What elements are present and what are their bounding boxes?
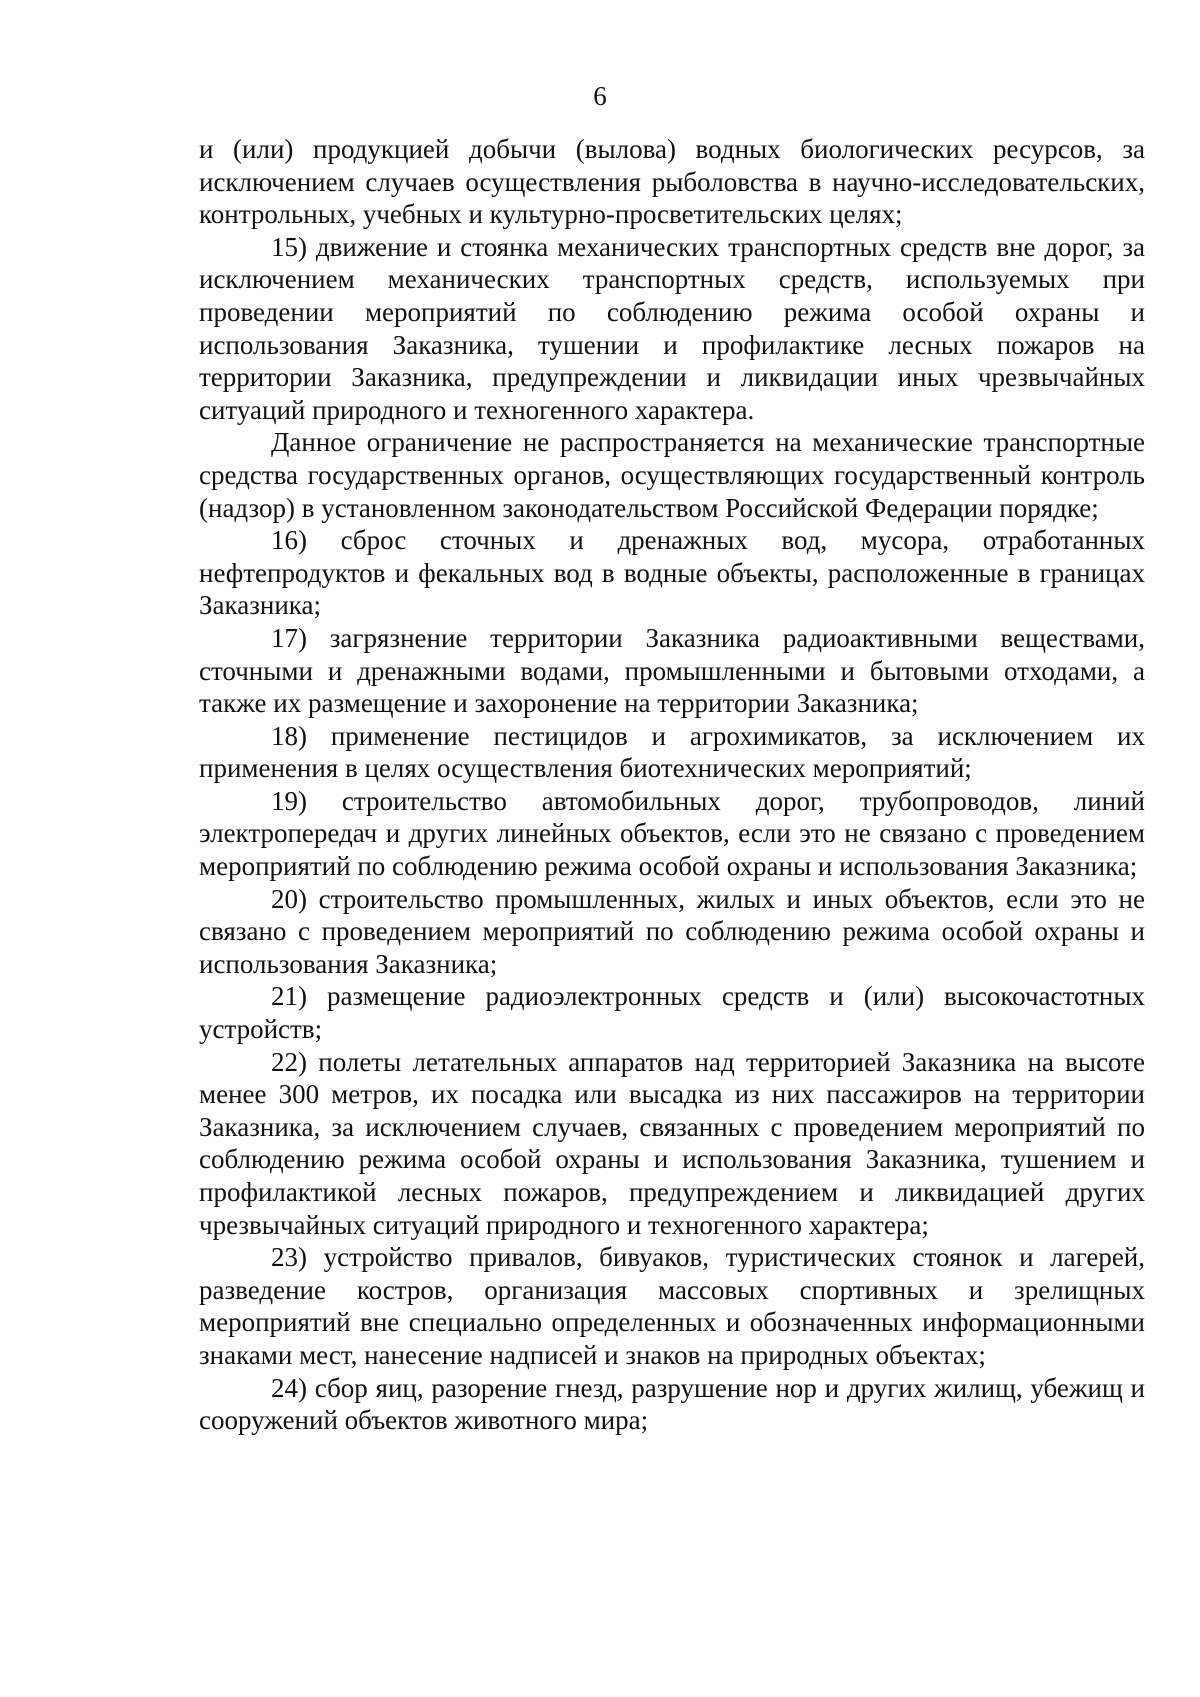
paragraph-item-21: 21) размещение радиоэлектронных средств и (или) высокочастотных устройств; — [199, 981, 1145, 1045]
paragraph-item-17: 17) загрязнение территории Заказника радиоактивными веществами, сточными и дренажными водами, промышленными и бытовыми отходами, а также их размещение и захоронение на территории Заказника; — [199, 622, 1145, 719]
paragraph-item-15: 15) движение и стоянка механических транспортных средств вне дорог, за исключением механических транспортных средств, используемых при проведении мероприятий по соблюдению режима особой охраны и использования Заказника, тушении и профилактике лесных пожаров на территории Заказника, предупреждении и ликвидации иных чрезвычайных ситуаций природного и техногенного характера. — [199, 231, 1145, 425]
paragraph-item-16: 16) сброс сточных и дренажных вод, мусора, отработанных нефтепродуктов и фекальных вод в водные объекты, расположенные в границах Заказника; — [199, 525, 1145, 621]
paragraph-item-15-note: Данное ограничение не распространяется на механические транспортные средства государственных органов, осуществляющих государственный контроль (надзор) в установленном законодательством Российской Федерации порядке; — [199, 427, 1145, 523]
paragraph-item-20: 20) строительство промышленных, жилых и иных объектов, если это не связано с проведением мероприятий по соблюдению режима особой охраны и использования Заказника; — [199, 883, 1145, 979]
paragraph-item-23: 23) устройство привалов, бивуаков, туристических стоянок и лагерей, разведение костров, организация массовых спортивных и зрелищных мероприятий вне специально определенных и обозначенных информационными знаками мест, нанесение надписей и знаков на природных объектах; — [199, 1242, 1145, 1370]
paragraph-item-22: 22) полеты летательных аппаратов над территорией Заказника на высоте менее 300 метров, их посадка или высадка из них пассажиров на территории Заказника, за исключением случаев, связанных с проведением мероприятий по соблюдению режима особой охраны и использования Заказника, тушением и профилактикой лесных пожаров, предупреждением и ликвидацией других чрезвычайных ситуаций природного и техногенного характера; — [199, 1046, 1145, 1240]
paragraph-continuation: и (или) продукцией добычи (вылова) водных биологических ресурсов, за исключением случаев осуществления рыболовства в научно-исследовательских, контрольных, учебных и культурно-просветительских целях; — [199, 134, 1145, 230]
paragraph-item-19: 19) строительство автомобильных дорог, трубопроводов, линий электропередач и других линейных объектов, если это не связано с проведением мероприятий по соблюдению режима особой охраны и использования Заказника; — [199, 785, 1145, 882]
document-body — [199, 133, 1145, 1437]
paragraph-item-18: 18) применение пестицидов и агрохимикатов, за исключением их применения в целях осуществления биотехнических мероприятий; — [199, 720, 1145, 784]
page-number: 6 — [593, 81, 607, 111]
paragraph-item-24: 24) сбор яиц, разорение гнезд, разрушение нор и других жилищ, убежищ и сооружений объектов животного мира; — [199, 1372, 1145, 1436]
